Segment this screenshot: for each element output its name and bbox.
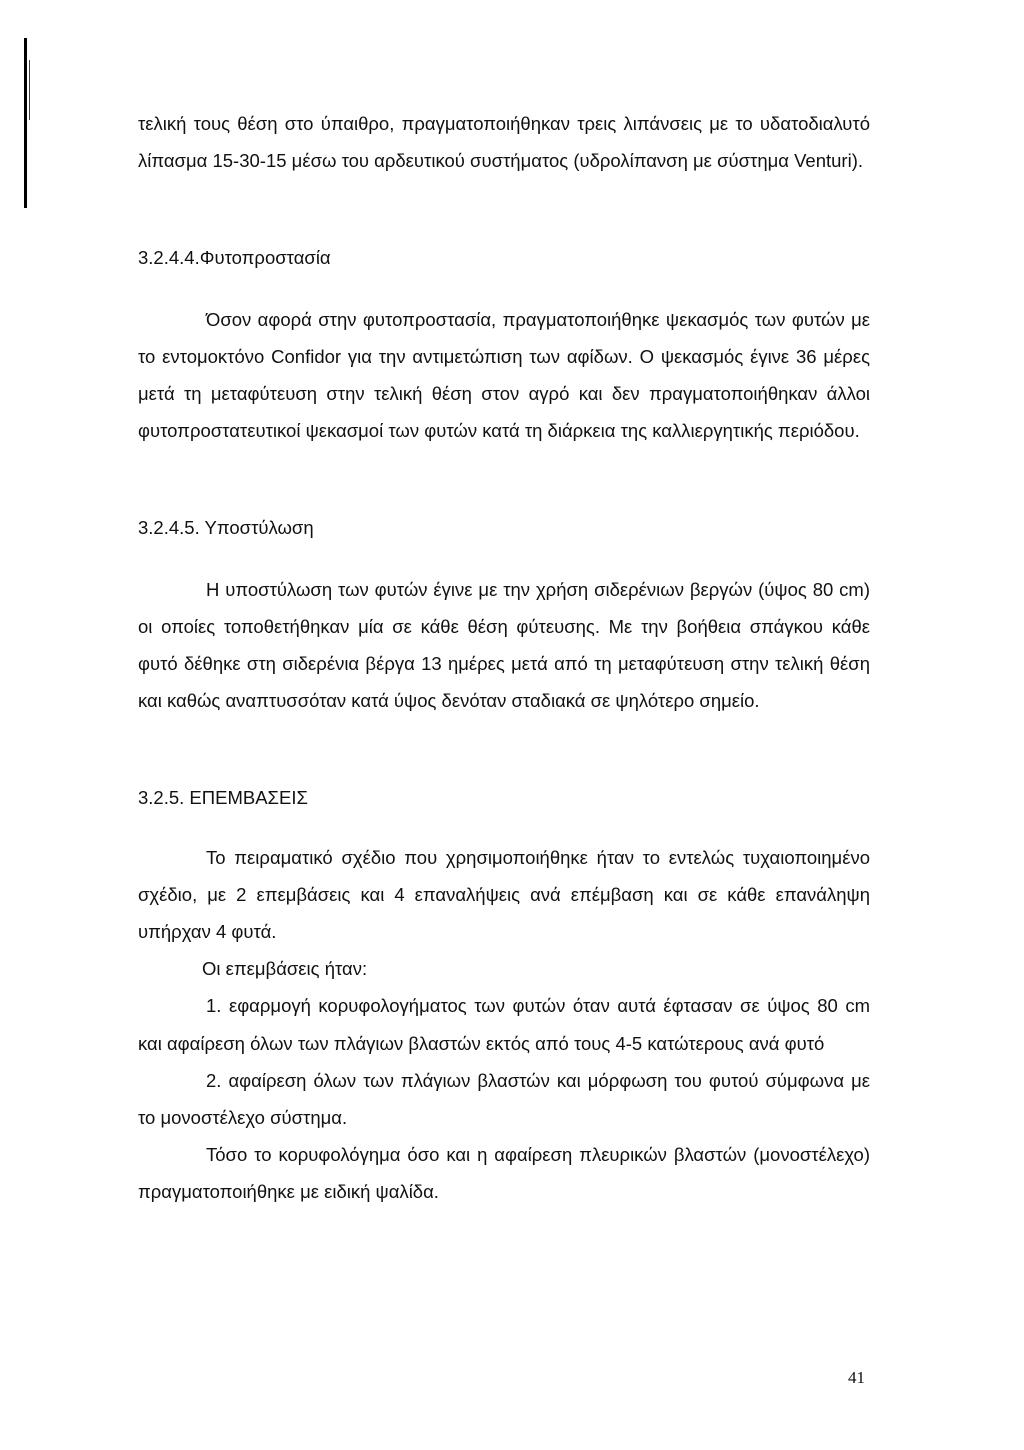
section-heading-325: 3.2.5. ΕΠΕΜΒΑΣΕΙΣ — [138, 787, 308, 809]
list-item-1: 1. εφαρμογή κορυφολογήματος των φυτών όταν αυτά έφτασαν σε ύψος 80 cm και αφαίρεση όλων των πλάγιων βλαστών εκτός από τους 4-5 κατώτερους ανά φυτό — [138, 995, 870, 1054]
scan-edge-mark — [24, 38, 27, 208]
document-page — [138, 105, 870, 1211]
list-intro: Οι επεμβάσεις ήταν: — [202, 958, 368, 980]
intro-paragraph: τελική τους θέση στο ύπαιθρο, πραγματοποιήθηκαν τρεις λιπάνσεις με το υδατοδιαλυτό λίπασμα 15-30-15 μέσω του αρδευτικού συστήματος (υδρολίπανση με σύστημα Venturi). — [138, 113, 870, 172]
section-paragraph-3244: Όσον αφορά στην φυτοπροστασία, πραγματοποιήθηκε ψεκασμός των φυτών με το εντομοκτόνο Confidor για την αντιμετώπιση των αφίδων. Ο ψεκασμός έγινε 36 μέρες μετά τη μεταφύτευση στην τελική θέση στον αγρό και δεν πραγματοποιήθηκαν άλλοι φυτοπροστατευτικοί ψεκασμοί των φυτών κατά τη διάρκεια της καλλιεργητικής περιόδου. — [138, 308, 870, 442]
list-item-2: 2. αφαίρεση όλων των πλάγιων βλαστών και μόρφωση του φυτού σύμφωνα με το μονοστέλεχο σύστημα. — [138, 1069, 870, 1129]
section-paragraph-3245: Η υποστύλωση των φυτών έγινε με την χρήση σιδερένιων βεργών (ύψος 80 cm) οι οποίες τοποθετήθηκαν μία σε κάθε θέση φύτευσης. Με την βοήθεια σπάγκου κάθε φυτό δέθηκε στη σιδερένια βέργα 13 ημέρες μετά από τη μεταφύτευση στην τελική θέση και καθώς αναπτυσσόταν κατά ύψος δενόταν σταδιακά σε ψηλότερο σημείο. — [138, 578, 870, 712]
section-paragraph-325: Το πειραματικό σχέδιο που χρησιμοποιήθηκε ήταν το εντελώς τυχαιοποιημένο σχέδιο, με 2 επεμβάσεις και 4 επαναλήψεις ανά επέμβαση και σε κάθε επανάληψη υπήρχαν 4 φυτά. — [138, 846, 870, 943]
scan-edge-mark-secondary — [29, 60, 30, 120]
section-heading-3245: 3.2.4.5. Υποστύλωση — [138, 517, 314, 539]
page-number: 41 — [848, 1368, 865, 1387]
section-heading-3244: 3.2.4.4.Φυτοπροστασία — [138, 247, 331, 269]
closing-paragraph: Τόσο το κορυφολόγημα όσο και η αφαίρεση πλευρικών βλαστών (μονοστέλεχο) πραγματοποιήθηκε με ειδική ψαλίδα. — [138, 1144, 870, 1203]
